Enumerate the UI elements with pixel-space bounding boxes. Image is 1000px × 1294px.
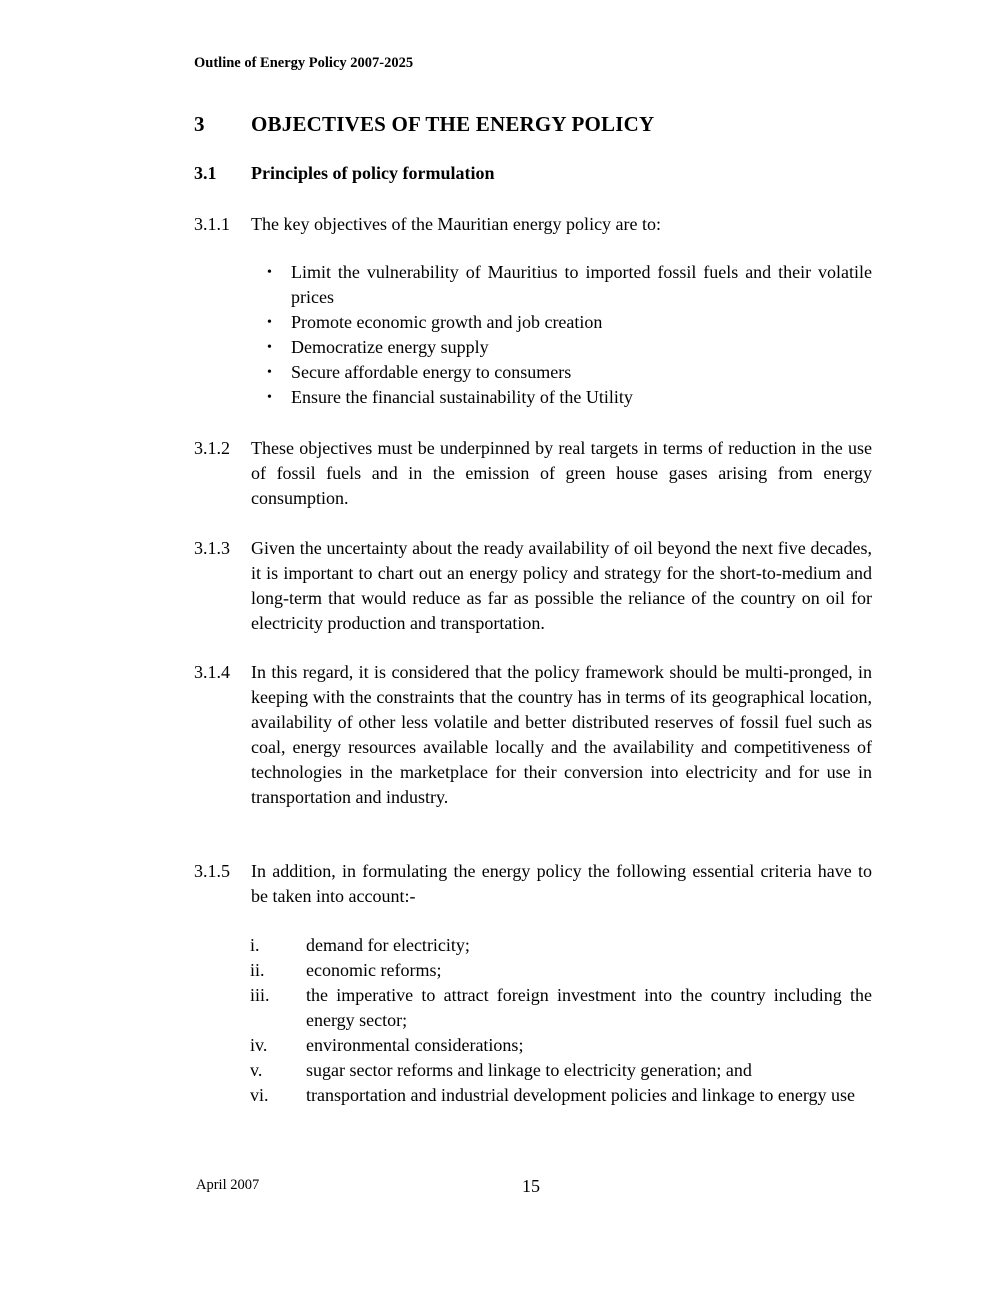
list-numeral: ii. xyxy=(250,960,265,980)
section-number: 3 xyxy=(194,112,205,136)
list-item xyxy=(194,1033,872,1058)
list-item-text: Limit the vulnerability of Mauritius to imported fossil fuels and their volatile prices xyxy=(291,262,872,307)
paragraph-number: 3.1.3 xyxy=(194,538,230,558)
paragraph-number: 3.1.4 xyxy=(194,662,230,682)
objectives-list xyxy=(194,260,872,410)
subsection-number: 3.1 xyxy=(194,163,217,183)
paragraph-number: 3.1.5 xyxy=(194,861,230,881)
paragraph-3-1-5 xyxy=(194,859,872,909)
bullet-icon: • xyxy=(267,265,272,280)
bullet-icon: • xyxy=(267,365,272,380)
list-item xyxy=(194,360,872,385)
section-title: OBJECTIVES OF THE ENERGY POLICY xyxy=(251,112,655,136)
paragraph-text: Given the uncertainty about the ready availability of oil beyond the next five decades, it is important to chart out an energy policy and strategy for the short-to-medium and long-term that would reduce as far as possible the reliance of the country on oil for electricity production and transportation. xyxy=(251,538,872,633)
list-item xyxy=(194,385,872,410)
bullet-icon: • xyxy=(267,340,272,355)
paragraph-text: These objectives must be underpinned by real targets in terms of reduction in the use of fossil fuels and in the emission of green house gases arising from energy consumption. xyxy=(251,438,872,508)
list-numeral: i. xyxy=(250,935,260,955)
running-header: Outline of Energy Policy 2007-2025 xyxy=(194,55,414,71)
list-item xyxy=(194,1083,872,1108)
list-item xyxy=(194,983,872,1033)
list-item-text: demand for electricity; xyxy=(306,935,470,955)
bullet-icon: • xyxy=(267,315,272,330)
list-item-text: Ensure the financial sustainability of the Utility xyxy=(291,387,633,407)
paragraph-text: The key objectives of the Mauritian energy policy are to: xyxy=(251,214,662,234)
criteria-list xyxy=(194,933,872,1108)
list-item-text: Promote economic growth and job creation xyxy=(291,312,603,332)
list-item-text: the imperative to attract foreign investment into the country including the energy sector; xyxy=(306,985,872,1030)
list-item-text: sugar sector reforms and linkage to electricity generation; and xyxy=(306,1060,752,1080)
paragraph-3-1-3 xyxy=(194,536,872,636)
list-numeral: iv. xyxy=(250,1035,268,1055)
list-item xyxy=(194,958,872,983)
list-numeral: vi. xyxy=(250,1085,269,1105)
list-item xyxy=(194,335,872,360)
paragraph-3-1-4 xyxy=(194,660,872,810)
list-item-text: transportation and industrial development policies and linkage to energy use xyxy=(306,1085,856,1105)
paragraph-number: 3.1.2 xyxy=(194,438,230,458)
list-item xyxy=(194,260,872,310)
paragraph-text: In this regard, it is considered that the policy framework should be multi-pronged, in keeping with the constraints that the country has in terms of its geographical location, availability of other less volatile and better distributed reserves of fossil fuel such as coal, energy resources available locally and the availability and competitiveness of technologies in the marketplace for their conversion into electricity and for use in transportation and industry. xyxy=(251,662,872,807)
footer-date: April 2007 xyxy=(196,1177,260,1193)
paragraph-3-1-1 xyxy=(194,212,872,237)
list-numeral: v. xyxy=(250,1060,263,1080)
list-item-text: environmental considerations; xyxy=(306,1035,524,1055)
list-item-text: Democratize energy supply xyxy=(291,337,489,357)
list-numeral: iii. xyxy=(250,985,270,1005)
list-item xyxy=(194,310,872,335)
bullet-icon: • xyxy=(267,390,272,405)
list-item xyxy=(194,1058,872,1083)
list-item xyxy=(194,933,872,958)
paragraph-text: In addition, in formulating the energy policy the following essential criteria have to be taken into account:- xyxy=(251,861,872,906)
paragraph-number: 3.1.1 xyxy=(194,214,230,234)
list-item-text: Secure affordable energy to consumers xyxy=(291,362,572,382)
paragraph-3-1-2 xyxy=(194,436,872,511)
subsection-title: Principles of policy formulation xyxy=(251,163,495,183)
page-number: 15 xyxy=(522,1176,540,1196)
list-item-text: economic reforms; xyxy=(306,960,442,980)
